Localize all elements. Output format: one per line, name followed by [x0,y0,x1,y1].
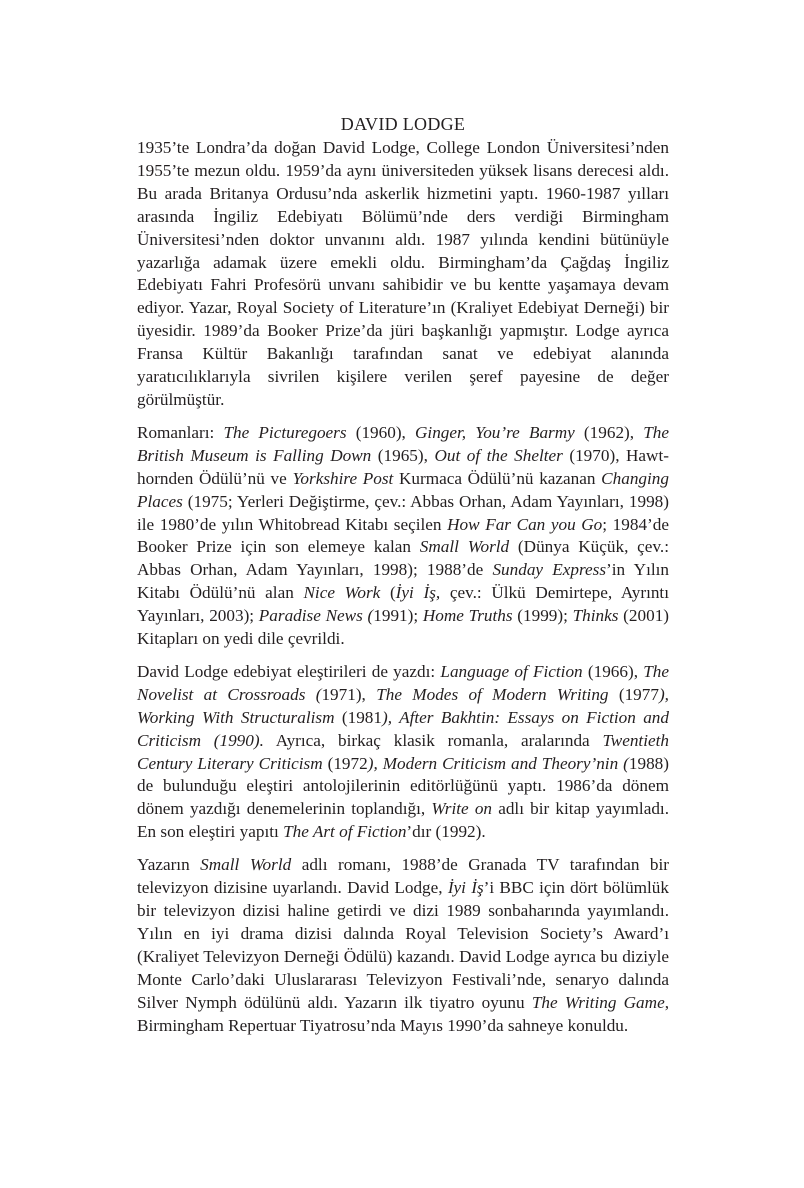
text-segment: (1999); [512,606,573,626]
text-segment: David Lodge edebiyat eleştirileri de yazdı: [137,661,441,681]
text-segment: ’dır (1992). [406,822,486,842]
italic-title-segment: Thinks [572,606,619,626]
text-segment: (Dünya Küçük, çev.: Abbas Orhan, Adam Yayınları, 1998); 1988’de [137,537,669,580]
italic-title-segment: The Modes of Modern Writing [376,684,609,704]
text-segment: adlı bir kitap yayımladı. En son eleştiri yapıtı [137,799,670,842]
text-segment: (1975; Yerleri Değiştirme, çev.: Abbas Orhan, Adam Yayınları, 1998) ile 1980’de yılın Whitobread Kitabı seçilen [137,491,669,534]
italic-title-segment: Write on [431,799,493,819]
italic-title-segment: The British Museum is Falling Down [137,422,669,465]
adaptations-paragraph [137,854,669,1037]
italic-title-segment: Changing Places [137,468,669,511]
italic-title-segment: Language of Fiction [440,661,583,681]
italic-title-segment: Paradise News ( [258,606,374,626]
text-segment: (1966), [582,661,644,681]
italic-title-segment: Out of the Shelter [434,445,563,465]
text-segment: adlı romanı, 1988’de Granada TV tarafından bir televizyon dizisine uyarlandı. David Lodge, [137,855,670,898]
italic-title-segment: Small World [200,855,292,875]
text-segment: (1965), [371,445,435,465]
text-segment: (1972 [322,753,368,773]
italic-title-segment: İyi İş, [395,583,441,603]
italic-title-segment: ), After Bakhtin: Essays on Fiction and Criticism (1990). [137,707,669,750]
text-segment: ( [380,583,396,603]
italic-title-segment: ), Modern Criticism and Theory’nin ( [367,753,629,773]
italic-title-segment: How Far Can you Go [447,514,603,534]
italic-title-segment: Yorkshire Post [292,468,394,488]
italic-title-segment: İyi İş [447,878,484,898]
text-segment: (1970), Hawthornden Ödülü’nü ve [137,445,669,488]
italic-title-segment: The Picturegoers [223,422,347,442]
italic-title-segment: Ginger, You’re Barmy [415,422,575,442]
italic-title-segment: Sunday Express [492,560,607,580]
text-segment: ; 1984’de Booker Prize için son elemeye kalan [137,514,669,557]
biography-paragraph [137,137,669,412]
text-segment: (2001) Kitapları on yedi dile çevrildi. [137,606,670,649]
italic-title-segment: Twentieth Century Literary Criticism [137,730,669,773]
text-segment: , Birmingham Repertuar Tiyatrosu’nda Mayıs 1990’da sahneye konuldu. [137,992,669,1035]
text-segment: Kurmaca Ödülü’nü kazanan [393,468,602,488]
italic-title-segment: Nice Work [303,583,381,603]
text-segment: 1991); [373,606,423,626]
text-segment: Yazarın [137,855,201,875]
text-segment: 1971), [321,684,377,704]
page-content [137,113,669,1047]
novels-paragraph [137,422,669,651]
italic-title-segment: Small World [419,537,510,557]
text-segment: (1977 [608,684,659,704]
text-segment: (1962), [574,422,644,442]
italic-title-segment: The Writing Game [531,992,665,1012]
text-segment: 1988) de bulunduğu eleştiri antolojilerinin editörlüğünü yaptı. 1986’da dönem dönem yazdığı denemelerinin toplandığı, [137,753,669,819]
text-segment: çev.: Ülkü Demirtepe, Ayrıntı Yayınları, 2003); [137,583,669,626]
text-segment: Ayrıca, birkaç klasik romanla, aralarında [263,730,603,750]
text-segment: 1935’te Londra’da doğan David Lodge, College London Üniversitesi’nden 1955’te mezun oldu. 1959’da aynı üniversiteden yüksek lisans derecesi aldı. Bu arada Britanya Ordusu’nda askerlik hizmetini yaptı. 1960-1987 yılları arasında İngiliz Edebiyatı Bölümü’nde ders verdiği Birmingham Üniversitesi’nden doktor unvanını aldı. 1987 yılında kendini bütünüyle yazarlığa adamak üzere emekli oldu. Birmingham’da Çağdaş İngiliz Edebiyatı Fahri Profesörü unvanı sahibidir ve bu kentte yaşamaya devam ediyor. Yazar, Royal Society of Literature’ın (Kraliyet Edebiyat Derneği) bir üyesidir. 1989’da Booker Prize’da jüri başkanlığı yapmıştır. Lodge ayrıca Fransa Kültür Bakanlığı tarafından sanat ve edebiyat alanında yaratıcılıklarıyla sivrilen kişilere verilen şeref payesine de değer görülmüştür. [137,138,669,409]
text-segment: ’in Yılın Kitabı Ödülü’nü alan [137,560,669,603]
text-segment: (1960), [346,422,415,442]
text-segment: (1981 [334,707,382,727]
criticism-paragraph [137,661,669,844]
italic-title-segment: The Novelist at Crossroads ( [137,661,670,704]
text-segment: Romanları: [137,422,224,442]
italic-title-segment: The Art of Fiction [283,822,407,842]
italic-title-segment: Home Truths [422,606,513,626]
text-segment: ’i BBC için dört bölümlük bir televizyon dizisi haline getirdi ve dizi 1989 sonbaharında yayımlandı. Yılın en iyi drama dizisi dalında Royal Television Society’s Award’ı (Kraliyet Televizyon Derneği Ödülü) kazandı. David Lodge ayrıca bu diziyle Monte Carlo’daki Uluslararası Televizyon Festivali’nde, senaryo dalında Silver Nymph ödülünü aldı. Yazarın ilk tiyatro oyunu [137,878,669,1012]
italic-title-segment: ), Working With Structuralism [137,684,669,727]
author-heading: DAVID LODGE [340,114,466,134]
